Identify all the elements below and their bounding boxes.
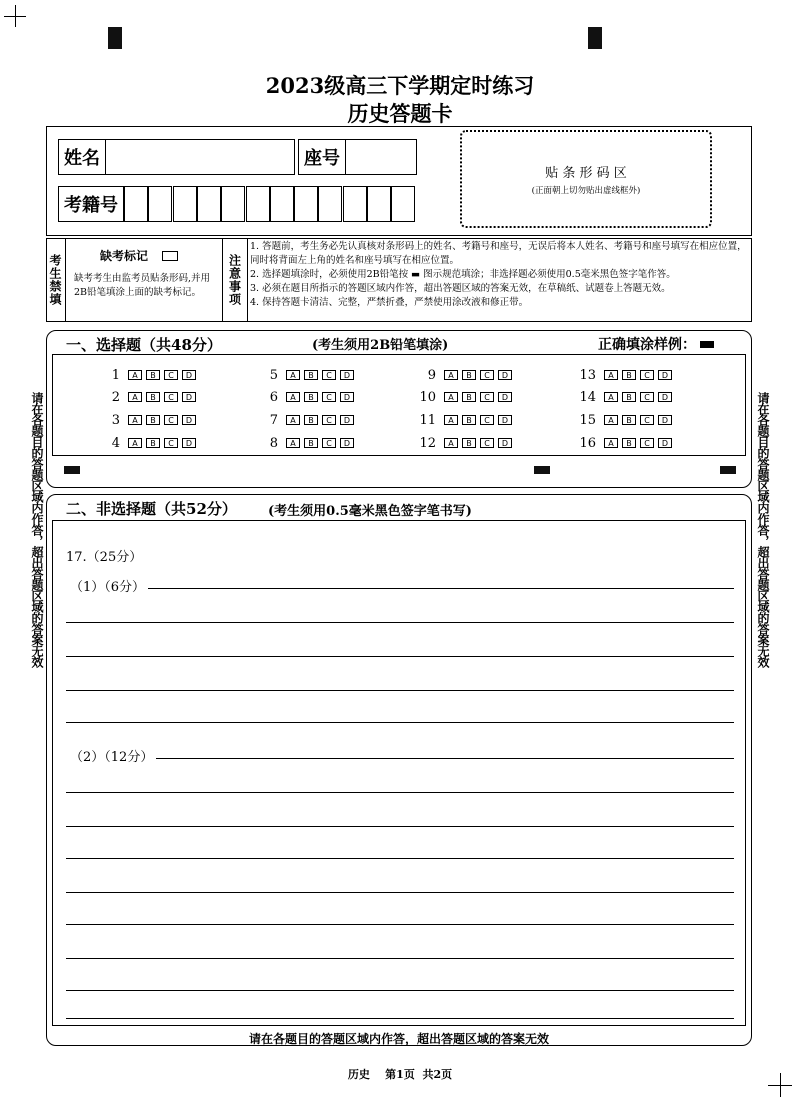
question-number: 16 [579, 435, 596, 451]
option-bubble-d[interactable]: D [658, 415, 672, 425]
option-bubble-c[interactable]: C [164, 438, 178, 448]
option-bubble-b[interactable]: B [622, 415, 636, 425]
exam-id-digit-cell[interactable] [343, 186, 367, 222]
question-number: 6 [269, 389, 278, 405]
option-bubble-c[interactable]: C [640, 438, 654, 448]
option-bubble-a[interactable]: A [444, 415, 458, 425]
option-bubble-a[interactable]: A [128, 438, 142, 448]
choice-question [414, 413, 516, 427]
absent-checkbox[interactable] [162, 251, 178, 261]
answer-line[interactable] [66, 722, 734, 723]
option-bubble-a[interactable]: A [604, 415, 618, 425]
exam-id-label: 考籍号 [58, 186, 124, 222]
option-bubble-a[interactable]: A [128, 415, 142, 425]
option-bubble-c[interactable]: C [322, 415, 336, 425]
option-bubble-d[interactable]: D [340, 415, 354, 425]
bottom-warning: 请在各题目的答题区域内作答，超出答题区域的答案无效 [248, 1032, 549, 1046]
option-bubble-b[interactable]: B [146, 392, 160, 402]
option-bubble-b[interactable]: B [304, 370, 318, 380]
option-bubble-a[interactable]: A [604, 438, 618, 448]
option-bubble-d[interactable]: D [498, 438, 512, 448]
name-label: 姓名 [58, 139, 106, 175]
option-bubble-a[interactable]: A [128, 392, 142, 402]
option-bubble-b[interactable]: B [622, 370, 636, 380]
option-bubble-a[interactable]: A [444, 370, 458, 380]
free-response-title: 二、非选择题（共52分） [66, 500, 237, 518]
option-bubble-b[interactable]: B [146, 370, 160, 380]
exam-id-digit-cell[interactable] [221, 186, 245, 222]
answer-frame [52, 520, 746, 1026]
example-label [598, 334, 714, 354]
barcode-title: 贴 条 形 码 区 [545, 166, 627, 181]
option-bubble-d[interactable]: D [182, 392, 196, 402]
choice-instruction: (考生须用2B铅笔填涂) [312, 338, 449, 353]
option-bubble-a[interactable]: A [286, 415, 300, 425]
exam-id-digit-cell[interactable] [197, 186, 221, 222]
question-number: 3 [111, 412, 120, 428]
timing-mark [720, 466, 736, 474]
side-warning-left: 请在各题目的答题区域内作答，超出答题区域的答案无效 [30, 392, 44, 667]
question-number: 15 [579, 412, 596, 428]
choice-section-title: 一、选择题（共48分） [66, 336, 222, 354]
answer-line[interactable] [66, 858, 734, 859]
choice-question [574, 368, 676, 382]
answer-line[interactable] [66, 792, 734, 793]
page-subtitle: 历史答题卡 [347, 101, 453, 126]
absent-note: 缺考考生由监考员贴条形码,并用2B铅笔填涂上面的缺考标记。 [74, 273, 211, 298]
option-bubble-d[interactable]: D [498, 370, 512, 380]
notice-label-cell [222, 238, 248, 322]
timing-mark [64, 466, 80, 474]
option-bubble-d[interactable]: D [658, 370, 672, 380]
option-bubble-b[interactable]: B [622, 438, 636, 448]
side-warning-right: 请在各题目的答题区域内作答，超出答题区域的答案无效 [756, 392, 770, 667]
option-bubble-c[interactable]: C [640, 415, 654, 425]
question-number: 2 [111, 389, 120, 405]
forbidden-label: 考生禁填 [48, 254, 62, 306]
option-bubble-c[interactable]: C [480, 438, 494, 448]
exam-id-digit-cell[interactable] [367, 186, 391, 222]
option-bubble-c[interactable]: C [164, 370, 178, 380]
question-17-label: 17.（25分） [66, 550, 143, 565]
option-bubble-d[interactable]: D [182, 438, 196, 448]
question-number: 5 [269, 367, 278, 383]
absent-label [100, 247, 178, 264]
timing-mark [534, 466, 550, 474]
exam-id-digit-cell[interactable] [173, 186, 197, 222]
answer-line[interactable] [66, 622, 734, 623]
option-bubble-a[interactable]: A [128, 370, 142, 380]
answer-line[interactable] [66, 958, 734, 959]
name-field[interactable] [105, 139, 295, 175]
option-bubble-a[interactable]: A [604, 370, 618, 380]
question-number: 8 [269, 435, 278, 451]
option-bubble-b[interactable]: B [462, 370, 476, 380]
choice-question [256, 368, 358, 382]
choice-question [414, 390, 516, 404]
option-bubble-c[interactable]: C [322, 370, 336, 380]
registration-mark [108, 27, 122, 49]
answer-line[interactable] [66, 656, 734, 657]
answer-line[interactable] [148, 588, 734, 589]
option-bubble-a[interactable]: A [444, 438, 458, 448]
option-bubble-c[interactable]: C [164, 392, 178, 402]
option-bubble-b[interactable]: B [304, 438, 318, 448]
barcode-note: (正面朝上切勿贴出虚线框外) [531, 186, 641, 196]
answer-line[interactable] [156, 758, 734, 759]
option-bubble-a[interactable]: A [444, 392, 458, 402]
choice-question [98, 390, 200, 404]
answer-line[interactable] [66, 1018, 734, 1019]
seat-label: 座号 [298, 139, 346, 175]
option-bubble-a[interactable]: A [286, 392, 300, 402]
notice-item: 4. 保持答题卡清洁、完整，严禁折叠，严禁使用涂改液和修正带。 [250, 297, 529, 308]
choice-question [574, 413, 676, 427]
option-bubble-c[interactable]: C [480, 370, 494, 380]
question-number: 1 [111, 367, 120, 383]
exam-id-digit-cell[interactable] [270, 186, 294, 222]
page-title: 2023级高三下学期定时练习 [265, 73, 535, 98]
option-bubble-b[interactable]: B [462, 415, 476, 425]
option-bubble-b[interactable]: B [622, 392, 636, 402]
question-17-1-label: （1）（6分） [70, 580, 146, 595]
option-bubble-b[interactable]: B [462, 392, 476, 402]
option-bubble-a[interactable]: A [286, 370, 300, 380]
choice-question [98, 436, 200, 450]
option-bubble-c[interactable]: C [480, 392, 494, 402]
answer-line[interactable] [66, 990, 734, 991]
option-bubble-d[interactable]: D [340, 370, 354, 380]
notice-list [250, 240, 750, 310]
question-number: 10 [419, 389, 436, 405]
option-bubble-d[interactable]: D [182, 370, 196, 380]
choice-question [256, 413, 358, 427]
forbidden-label-cell [46, 238, 66, 322]
footer-total: 共2页 [422, 1068, 453, 1081]
choice-question [414, 368, 516, 382]
choice-question [98, 368, 200, 382]
question-number: 14 [579, 389, 596, 405]
question-number: 13 [579, 367, 596, 383]
answer-line[interactable] [66, 690, 734, 691]
option-bubble-b[interactable]: B [462, 438, 476, 448]
answer-line[interactable] [66, 924, 734, 925]
answer-line[interactable] [66, 826, 734, 827]
notice-label: 注意事项 [227, 254, 242, 306]
question-number: 11 [419, 412, 436, 428]
option-bubble-b[interactable]: B [304, 392, 318, 402]
choice-question [98, 413, 200, 427]
option-bubble-c[interactable]: C [322, 392, 336, 402]
registration-mark [588, 27, 602, 49]
option-bubble-d[interactable]: D [498, 392, 512, 402]
seat-field[interactable] [345, 139, 417, 175]
absent-label-text: 缺考标记 [100, 249, 149, 263]
footer-subject: 历史 [347, 1068, 370, 1081]
exam-id-digit-cell[interactable] [124, 186, 148, 222]
filled-example-mark [700, 341, 714, 348]
option-bubble-d[interactable]: D [658, 392, 672, 402]
crop-mark [15, 5, 16, 27]
notice-item: 1. 答题前，考生务必先认真核对条形码上的姓名、考籍号和座号，无误后将本人姓名、考籍号和座号填写在相应位置，同时将背面左上角的姓名和座号填写在相应位置。 [250, 241, 747, 266]
choice-question [574, 436, 676, 450]
notice-item: 3. 必须在题目所指示的答题区域内作答，超出答题区域的答案无效，在草稿纸、试题卷上答题无效。 [250, 283, 671, 294]
question-number: 7 [269, 412, 278, 428]
option-bubble-c[interactable]: C [640, 392, 654, 402]
exam-id-digit-cell[interactable] [148, 186, 172, 222]
question-number: 4 [111, 435, 120, 451]
answer-line[interactable] [66, 892, 734, 893]
option-bubble-d[interactable]: D [658, 438, 672, 448]
option-bubble-b[interactable]: B [304, 415, 318, 425]
option-bubble-b[interactable]: B [146, 438, 160, 448]
exam-id-digit-cell[interactable] [318, 186, 342, 222]
choice-question [414, 436, 516, 450]
notice-item: 2. 选择题填涂时，必须使用2B铅笔按 ▬ 图示规范填涂；非选择题必须使用0.5毫米黑色签字笔作答。 [250, 269, 676, 280]
option-bubble-d[interactable]: D [340, 392, 354, 402]
free-response-instruction: (考生须用0.5毫米黑色签字笔书写) [268, 504, 472, 519]
option-bubble-c[interactable]: C [164, 415, 178, 425]
question-number: 9 [427, 367, 436, 383]
option-bubble-c[interactable]: C [322, 438, 336, 448]
option-bubble-b[interactable]: B [146, 415, 160, 425]
option-bubble-d[interactable]: D [498, 415, 512, 425]
exam-id-digit-cell[interactable] [391, 186, 415, 222]
choice-question [574, 390, 676, 404]
exam-id-digit-cell[interactable] [294, 186, 318, 222]
option-bubble-c[interactable]: C [640, 370, 654, 380]
choice-question [256, 436, 358, 450]
option-bubble-d[interactable]: D [340, 438, 354, 448]
example-label-text: 正确填涂样例： [598, 337, 696, 353]
footer-page: 第1页 [385, 1068, 415, 1081]
choice-question [256, 390, 358, 404]
exam-id-digit-cell[interactable] [246, 186, 270, 222]
question-number: 12 [419, 435, 436, 451]
option-bubble-c[interactable]: C [480, 415, 494, 425]
option-bubble-a[interactable]: A [286, 438, 300, 448]
option-bubble-d[interactable]: D [182, 415, 196, 425]
footer [0, 1066, 800, 1082]
question-17-2-label: （2）（12分） [70, 750, 154, 765]
option-bubble-a[interactable]: A [604, 392, 618, 402]
